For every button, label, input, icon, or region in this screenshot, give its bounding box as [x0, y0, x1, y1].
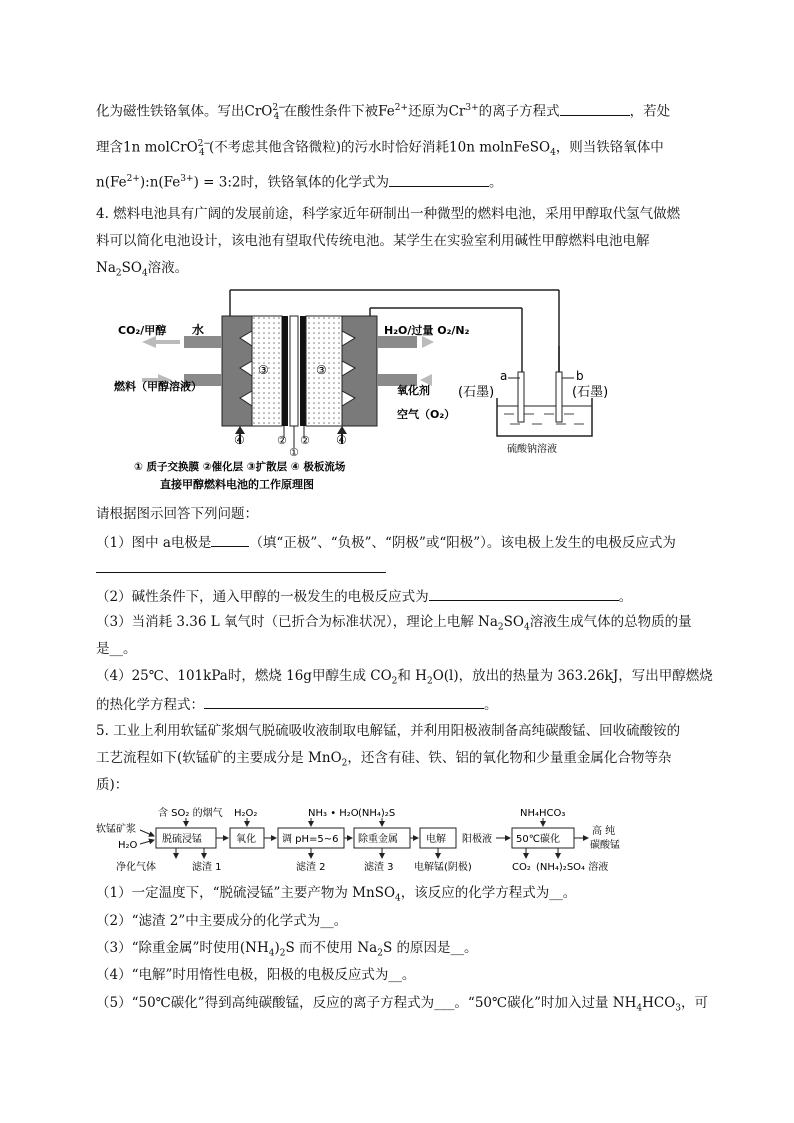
answer-blank[interactable] [429, 586, 619, 601]
figure-legend: ① 质子交换膜 ②催化层 ③扩散层 ④ 极板流场 [134, 461, 346, 473]
input-nh3h2o: NH₃ • H₂O [308, 808, 359, 819]
fuel-cell-figure [112, 286, 672, 496]
output-ammonium-sulfate: (NH₄)₂SO₄ 溶液 [536, 862, 609, 873]
label-a: a [500, 369, 508, 383]
q4-part1: （1）图中 a电极是 （填“正极”、“负极”、“阴极”或“阳极”）。该电极上发生的电极反应式为 [96, 532, 676, 552]
label-product-1: 高 纯 [592, 826, 616, 837]
svg-text:除重金属: 除重金属 [358, 834, 398, 845]
label-h2o-o2-n2: H₂O/过量 O₂/N₂ [384, 324, 470, 337]
label-anode-liquid: 阳极液 [462, 834, 492, 845]
answer-blank[interactable] [211, 532, 249, 547]
label-b: b [576, 369, 584, 383]
label-solution: 硫酸钠溶液 [507, 444, 557, 455]
q4-intro-1: 4. 燃料电池具有广阔的发展前途，科学家近年研制出一种微型的燃料电池，采用甲醇取代氢气做燃 [96, 206, 681, 222]
svg-text:脱硫浸锰: 脱硫浸锰 [162, 834, 202, 845]
q5-part4: （4）“电解”时用惰性电极，阳极的电极反应式为__。 [96, 967, 416, 983]
svg-text:50℃碳化: 50℃碳化 [516, 834, 560, 845]
q4-prompt: 请根据图示回答下列问题： [96, 506, 258, 522]
output-co2: CO₂ [512, 862, 531, 873]
q5-part3: （3）“除重金属”时使用$(NH_4)_2S$ 而不使用 $Na_2S$ 的原因是__。 [96, 940, 478, 959]
answer-blank[interactable] [389, 172, 489, 187]
output-residue-1: 滤渣 1 [192, 862, 222, 873]
q5-intro-1: 5. 工业上利用软锰矿浆烟气脱硫吸收液制取电解锰，并利用阳极液制备高纯碳酸锰、回收硫酸铵的 [96, 723, 681, 739]
input-water: H₂O [118, 840, 138, 851]
label-2-right: ② [300, 434, 310, 447]
q3-line-2: 理含1n molCrO$^{2-}_4$ (不考虑其他含铬微粒)的污水时恰好消耗10n molnFeSO$_4$，则当铁铬氧体中 [96, 139, 664, 159]
label-product-2: 碳酸锰 [590, 840, 620, 851]
input-nh4hco3: NH₄HCO₃ [520, 808, 566, 819]
q5-part5: （5）“50℃碳化”得到高纯碳酸锰，反应的离子方程式为___。“50℃碳化”时加入过量 $NH_4HCO_3$，可 [96, 995, 709, 1014]
q4-part1-line [96, 558, 386, 578]
answer-blank[interactable] [96, 558, 386, 573]
electrode-b [556, 372, 562, 422]
left-flow-plate [222, 316, 252, 426]
q3-line-1: 化为磁性铁铬氧体。写出CrO$^{2-}_4$ 在酸性条件下被$Fe^{2+}$还原为$Cr^{3+}$的离子方程式 ，若处 [96, 99, 670, 126]
input-nh4-2s: (NH₄)₂S [358, 808, 396, 819]
q4-part2: （2）碱性条件下，通入甲醇的一极发生的电极反应式为 。 [96, 586, 632, 606]
label-graphite-a: (石墨) [458, 385, 495, 400]
label-2-left: ② [277, 434, 287, 447]
answer-blank[interactable] [560, 101, 630, 116]
figure-caption: 直接甲醇燃料电池的工作原理图 [160, 478, 314, 491]
label-3-left: ③ [258, 363, 269, 377]
label-water: 水 [192, 323, 205, 337]
q3-line-3: $n(Fe^{2+}):n(Fe^{3+})$ = 3:2时，铁铬氧体的化学式为 。 [96, 170, 502, 192]
svg-text:调 pH=5~6: 调 pH=5~6 [282, 834, 339, 845]
q4-intro-3: $Na_2SO_4$溶液。 [96, 260, 189, 279]
q4-intro-2: 料可以简化电池设计，该电池有望取代传统电池。某学生在实验室利用碱性甲醇燃料电池电解 [96, 233, 650, 249]
output-residue-2: 滤渣 2 [296, 862, 326, 873]
input-h2o2: H₂O₂ [234, 808, 258, 819]
svg-text:电解: 电解 [426, 834, 446, 845]
input-flue-gas: 含 SO₂ 的烟气 [158, 808, 223, 819]
label-co2-methanol: CO₂/甲醇 [118, 324, 167, 337]
input-ore-slurry: 软锰矿浆 [96, 824, 136, 835]
label-3-right: ③ [316, 363, 327, 377]
label-air: 空气（O₂） [397, 408, 456, 421]
q5-part2: （2）“滤渣 2”中主要成分的化学式为__。 [96, 913, 348, 929]
electrode-a [518, 372, 524, 422]
label-fuel: 燃料（甲醇溶液） [114, 380, 202, 393]
answer-blank[interactable] [204, 694, 484, 709]
electrolysis-beaker [497, 398, 592, 436]
label-4-right: ④ [336, 433, 347, 447]
label-1: ① [289, 446, 299, 459]
svg-text:氧化: 氧化 [236, 834, 256, 845]
q4-part4: （4）25℃、101kPa时，燃烧 16g甲醇生成 $CO_2$和 $H_2O(l)$，放出的热量为 363.26kJ，写出甲醇燃烧 [96, 668, 713, 687]
process-flow-diagram [96, 802, 656, 878]
q5-intro-2: 工艺流程如下(软锰矿的主要成分是 MnO$_2$，还含有硅、铁、铝的氧化物和少量重金属化合物等杂 [96, 750, 672, 769]
label-graphite-b: (石墨) [572, 385, 609, 400]
q4-part3: （3）当消耗 3.36 L 氧气时（已折合为标准状况），理论上电解 $Na_2SO_4$溶液生成气体的总物质的量 [96, 614, 692, 633]
right-flow-plate [342, 316, 377, 426]
output-clean-gas: 净化气体 [116, 862, 156, 873]
proton-exchange-membrane [290, 316, 298, 426]
output-residue-3: 滤渣 3 [364, 862, 394, 873]
output-manganese: 电解锰(阴极) [414, 862, 472, 873]
q4-part4-cont: 的热化学方程式： 。 [96, 694, 498, 714]
label-oxidant: 氧化剂 [397, 384, 430, 397]
q5-intro-3: 质)： [96, 777, 129, 793]
q4-part3-cont: 是__。 [96, 641, 137, 657]
q5-part1: （1）一定温度下，“脱硫浸锰”主要产物为 MnSO$_4$，该反应的化学方程式为__。 [96, 885, 577, 904]
label-4-left: ④ [234, 433, 245, 447]
